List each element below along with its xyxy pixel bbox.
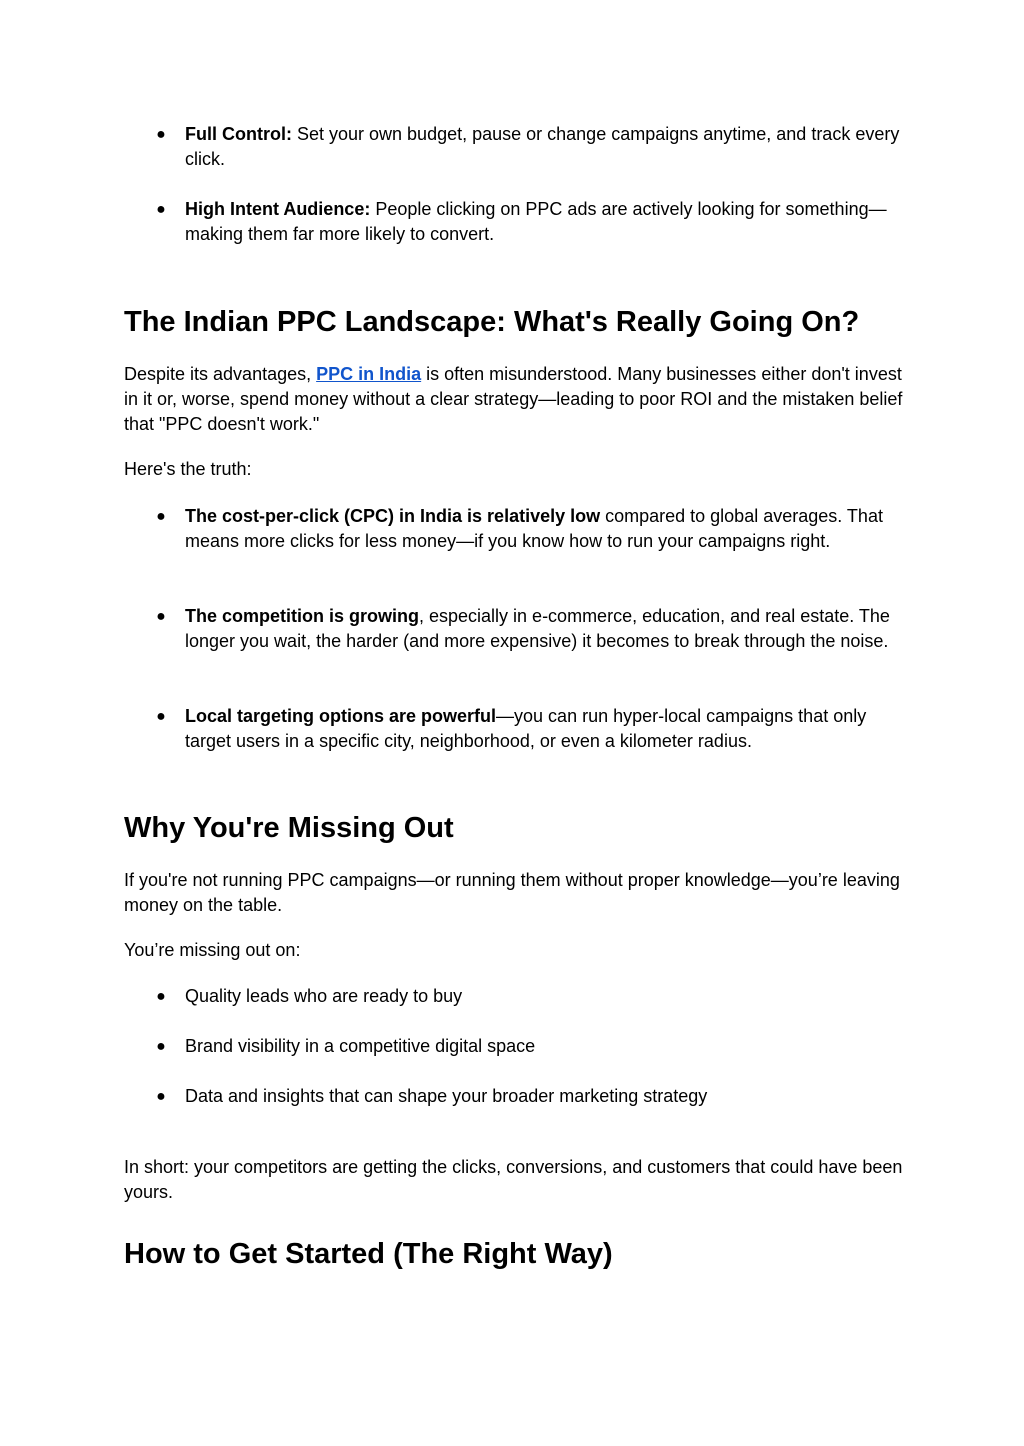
paragraph: In short: your competitors are getting the clicks, conversions, and customers that could have been yours.	[124, 1157, 903, 1202]
bullet-bold-label: The cost-per-click (CPC) in India is relatively low	[185, 506, 601, 526]
paragraph: Here's the truth:	[124, 459, 252, 479]
section-heading: The Indian PPC Landscape: What's Really Going On?	[124, 306, 860, 338]
list-item	[124, 1084, 904, 1109]
bullet-icon: ●	[156, 1038, 166, 1055]
list-item	[124, 197, 904, 247]
bullet-icon: ●	[156, 1088, 166, 1105]
bullet-icon: ●	[156, 708, 166, 725]
bullet-text: —you can run hyper-local campaigns that only target users in a specific city, neighborhood, or even a kilometer radius.	[185, 706, 867, 751]
list-item	[124, 504, 904, 554]
bullet-text: Set your own budget, pause or change campaigns anytime, and track every click.	[185, 124, 900, 169]
bullet-bold-label: Local targeting options are powerful	[185, 706, 497, 726]
bullet-bold-label: High Intent Audience:	[185, 199, 371, 219]
bullet-icon: ●	[156, 201, 166, 218]
list-item	[124, 604, 904, 654]
bullet-text: compared to global averages. That means more clicks for less money—if you know how to run your campaigns right.	[185, 506, 883, 551]
paragraph: You’re missing out on:	[124, 940, 301, 960]
paragraph: If you're not running PPC campaigns—or running them without proper knowledge—you’re leaving money on the table.	[124, 870, 900, 915]
bullet-bold-label: Full Control:	[185, 124, 292, 144]
bullet-icon: ●	[156, 508, 166, 525]
bullet-text: People clicking on PPC ads are actively looking for something—making them far more likely to convert.	[185, 199, 887, 244]
paragraph: Despite its advantages, PPC in India is often misunderstood. Many businesses either don't invest in it or, worse, spend money without a clear strategy—leading to poor ROI and the mistaken belief that "PPC doesn't work."	[124, 364, 903, 434]
list-item	[124, 1034, 904, 1059]
list-item	[124, 122, 904, 172]
ppc-in-india-link[interactable]: PPC in India	[316, 364, 422, 384]
bullet-icon: ●	[156, 988, 166, 1005]
bullet-icon: ●	[156, 608, 166, 625]
bullet-text: , especially in e-commerce, education, and real estate. The longer you wait, the harder (and more expensive) it becomes to break through the noise.	[185, 606, 890, 651]
list-item	[124, 704, 904, 754]
bullet-text: Data and insights that can shape your broader marketing strategy	[185, 1086, 708, 1106]
bullet-bold-label: The competition is growing	[185, 606, 419, 626]
section-heading: How to Get Started (The Right Way)	[124, 1238, 613, 1270]
list-item	[124, 984, 904, 1009]
section-heading: Why You're Missing Out	[124, 812, 454, 844]
bullet-text: Quality leads who are ready to buy	[185, 986, 463, 1006]
bullet-icon: ●	[156, 126, 166, 143]
bullet-text: Brand visibility in a competitive digital space	[185, 1036, 536, 1056]
